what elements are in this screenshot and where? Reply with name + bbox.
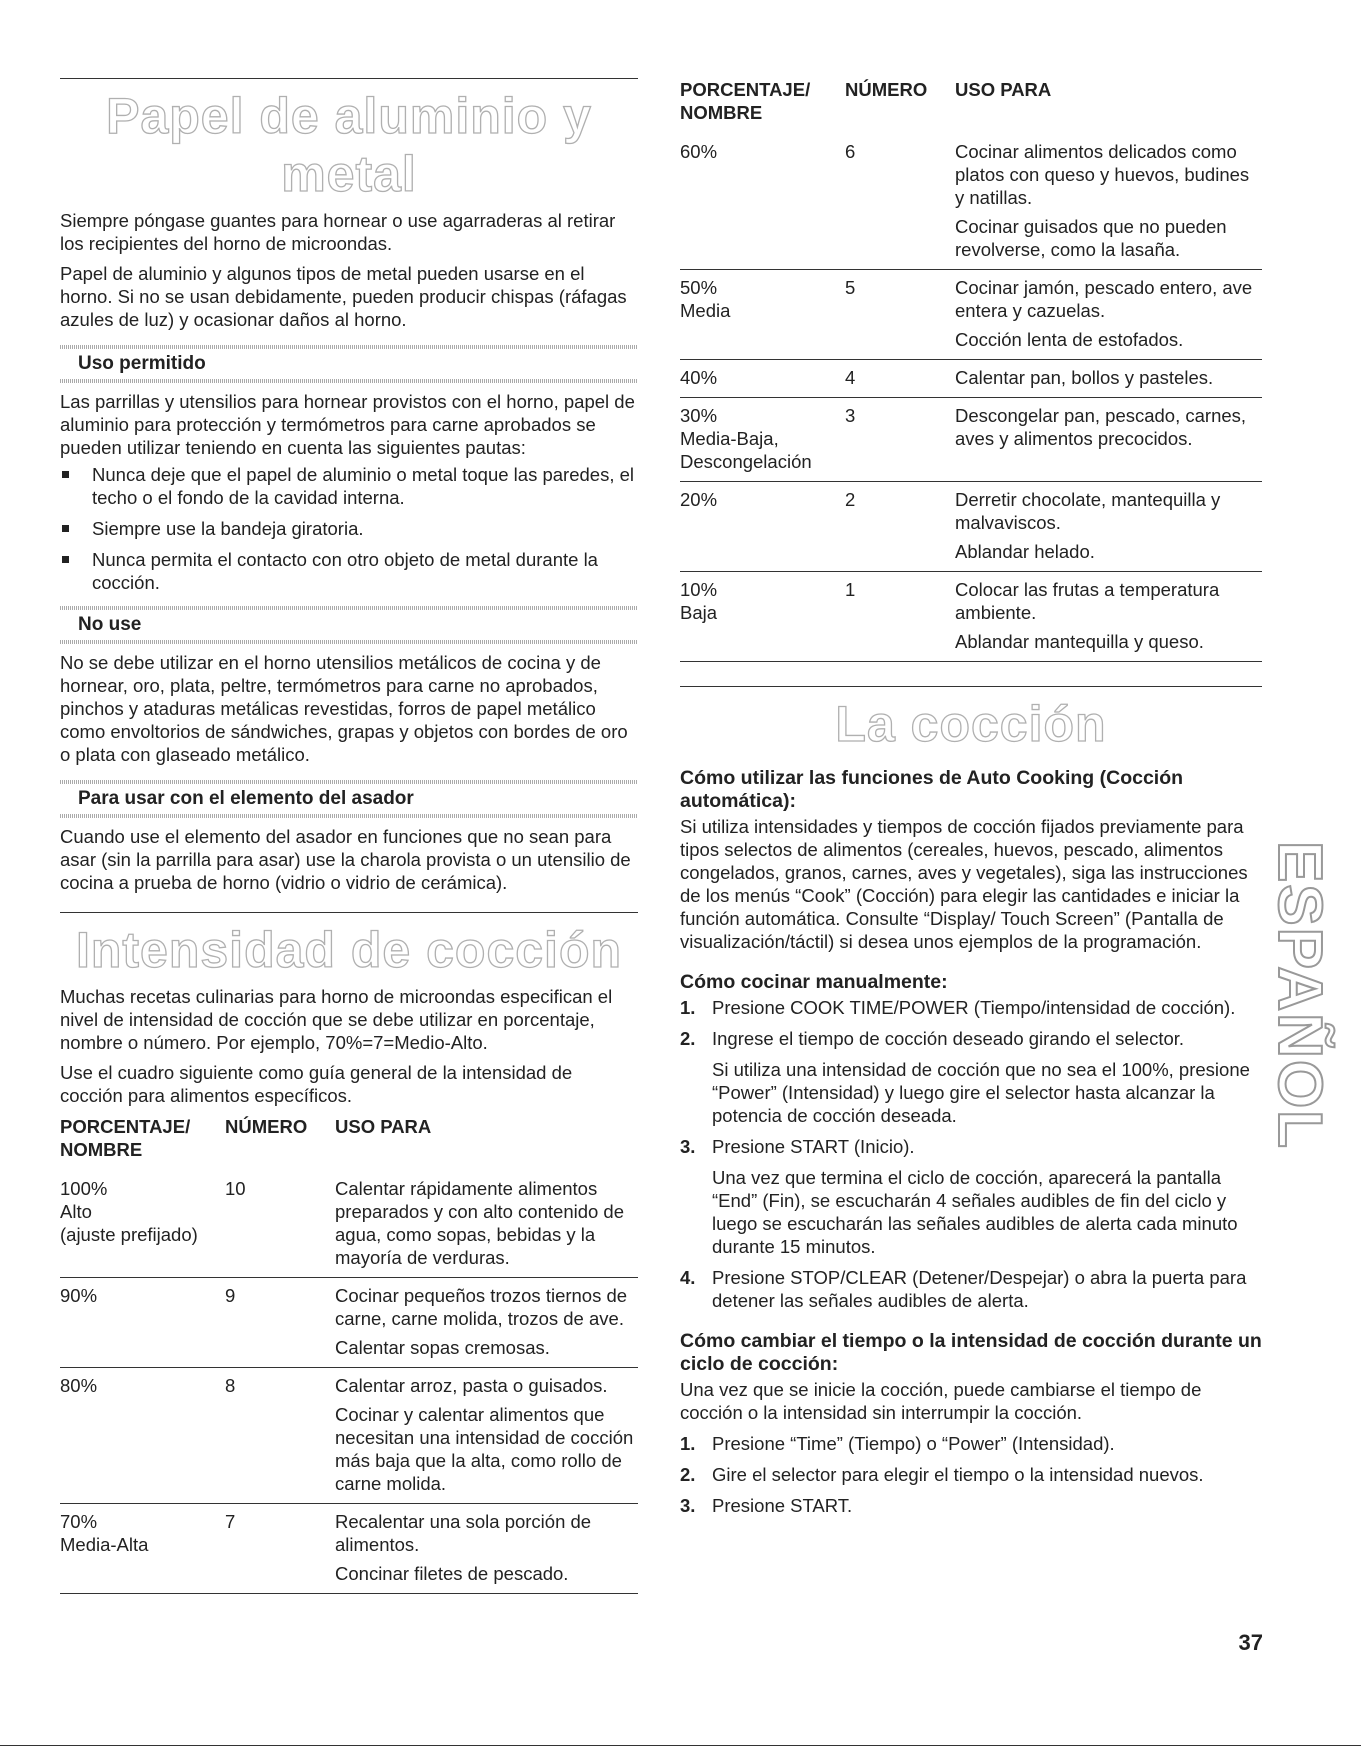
percent-value: 80%: [60, 1375, 98, 1396]
cell-number: 2: [845, 482, 955, 572]
use-text: Descongelar pan, pescado, carnes, aves y alimentos precocidos.: [955, 405, 1247, 449]
subheading-no-use: No use: [78, 614, 142, 635]
use-text: Cocinar guisados que no pueden revolverse, como la lasaña.: [955, 216, 1227, 260]
list-item: Nunca deje que el papel de aluminio o metal toque las paredes, el techo o el fondo de la cavidad interna.: [60, 463, 638, 509]
step-item: 2. Gire el selector para elegir el tiempo o la intensidad nuevos.: [680, 1464, 1204, 1485]
step-item: 3. Presione START (Inicio). Una vez que termina el ciclo de cocción, aparecerá la pantalla “End” (Fin), se escucharán 4 señales audibles de fin del ciclo y luego se escucharán las señales audibles de alerta cada minuto durante 15 minutos.: [680, 1136, 1238, 1257]
section-title-power: Intensidad de cocción: [75, 922, 623, 978]
percent-value: 20%: [680, 489, 718, 510]
left-column: [60, 78, 638, 1594]
cell-percent-name: [680, 360, 845, 398]
right-column: [680, 78, 1262, 1525]
section-rule: [60, 78, 638, 79]
step-item: 2. Ingrese el tiempo de cocción deseado girando el selector. Si utiliza una intensidad de cocción que no sea el 100%, presione “Power” (Intensidad) y luego gire el selector hasta alcanzar la potencia de cocción deseada.: [680, 1028, 1250, 1126]
percent-value: 100%: [60, 1178, 108, 1199]
cell-percent-name: [680, 270, 845, 360]
table-row: [680, 398, 1262, 482]
cell-percent-name: [680, 572, 845, 662]
paragraph: Papel de aluminio y algunos tipos de metal pueden usarse en el horno. Si no se usan debidamente, pueden producir chispas (ráfagas azules de luz) y ocasionar daños al horno.: [60, 263, 627, 330]
section-rule: [680, 686, 1262, 687]
power-name: Media: [680, 300, 731, 321]
change-steps: [680, 1432, 1262, 1517]
cell-percent-name: [680, 398, 845, 482]
cell-use: [335, 1278, 638, 1368]
paragraph: Siempre póngase guantes para hornear o use agarraderas al retirar los recipientes del horno de microondas.: [60, 210, 616, 254]
cell-percent-name: [60, 1278, 225, 1368]
language-label: ESPAÑOL: [1265, 840, 1335, 1150]
subheading-broiler: Para usar con el elemento del asador: [78, 788, 414, 809]
cell-use: [955, 398, 1262, 482]
list-item: Siempre use la bandeja giratoria.: [60, 517, 638, 540]
table-row: [60, 1504, 638, 1594]
cell-number: 4: [845, 360, 955, 398]
dotted-rule: [60, 640, 638, 644]
cell-use: [335, 1368, 638, 1504]
percent-value: 10%: [680, 579, 718, 600]
cell-number: 8: [225, 1368, 335, 1504]
use-text: Calentar arroz, pasta o guisados.: [335, 1375, 608, 1396]
power-table-right: [680, 78, 1262, 662]
step-item: 1. Presione “Time” (Tiempo) o “Power” (Intensidad).: [680, 1433, 1115, 1454]
paragraph: Una vez que se inicie la cocción, puede cambiarse el tiempo de cocción o la intensidad sin interrumpir la cocción.: [680, 1379, 1202, 1423]
table-row: [60, 1278, 638, 1368]
cell-percent-name: [60, 1504, 225, 1594]
percent-value: 50%: [680, 277, 718, 298]
language-side-tab: [1262, 830, 1338, 1160]
cell-number: 9: [225, 1278, 335, 1368]
use-text: Cocinar y calentar alimentos que necesitan una intensidad de cocción más baja que la alta, como rollo de carne molida.: [335, 1404, 634, 1494]
table-row: [680, 360, 1262, 398]
percent-value: 40%: [680, 367, 718, 388]
section-title-foil: Papel de aluminio y metal: [106, 88, 592, 202]
dotted-rule: [60, 814, 638, 818]
col-header-percent: PORCENTAJE/ NOMBRE: [60, 1116, 191, 1160]
use-text: Colocar las frutas a temperatura ambiente.: [955, 579, 1220, 623]
paragraph: Las parrillas y utensilios para hornear provistos con el horno, papel de aluminio para protección y termómetros para carne aprobados se pueden utilizar teniendo en cuenta las siguientes pautas:: [60, 391, 635, 458]
cell-number: 1: [845, 572, 955, 662]
col-header-number: NÚMERO: [225, 1116, 308, 1137]
section-title-cooking: La cocción: [835, 696, 1107, 752]
percent-value: 90%: [60, 1285, 98, 1306]
use-text: Calentar pan, bollos y pasteles.: [955, 367, 1214, 388]
percent-value: 30%: [680, 405, 718, 426]
cell-number: 3: [845, 398, 955, 482]
use-text: Derretir chocolate, mantequilla y malvaviscos.: [955, 489, 1221, 533]
use-text: Cocinar jamón, pescado entero, ave entera y cazuelas.: [955, 277, 1253, 321]
percent-value: 60%: [680, 141, 718, 162]
paragraph: Si utiliza intensidades y tiempos de cocción fijados previamente para tipos selectos de alimentos (cereales, huevos, pescado, alimentos congelados, granos, carnes, aves y vegetales), siga las instrucciones de los menús “Cook” (Cocción) para elegir las cantidades e iniciar la función automática. Consulte “Display/ Touch Screen” (Pantalla de visualización/táctil) si desea unos ejemplos de la programación.: [680, 816, 1248, 952]
table-row: [680, 270, 1262, 360]
power-name: Media-Baja, Descongelación: [680, 428, 812, 472]
paragraph: Cuando use el elemento del asador en funciones que no sean para asar (sin la parrilla para asar) use la charola provista o un utensilio de cocina a prueba de horno (vidrio o vidrio de cerámica).: [60, 826, 631, 893]
cell-percent-name: [60, 1169, 225, 1278]
cell-use: [955, 572, 1262, 662]
use-text: Ablandar mantequilla y queso.: [955, 631, 1204, 652]
manual-steps: [680, 996, 1262, 1312]
subheading-allowed: Uso permitido: [78, 353, 206, 374]
power-table-left: [60, 1115, 638, 1594]
cell-number: 10: [225, 1169, 335, 1278]
col-header-number: NÚMERO: [845, 79, 928, 100]
cell-use: [335, 1169, 638, 1278]
use-text: Recalentar una sola porción de alimentos.: [335, 1511, 592, 1555]
use-text: Cocinar pequeños trozos tiernos de carne, carne molida, trozos de ave.: [335, 1285, 628, 1329]
use-text: Cocción lenta de estofados.: [955, 329, 1184, 350]
table-row: [60, 1368, 638, 1504]
cell-use: [335, 1504, 638, 1594]
use-text: Calentar sopas cremosas.: [335, 1337, 550, 1358]
power-name: Baja: [680, 602, 718, 623]
cell-percent-name: [60, 1368, 225, 1504]
cell-number: 7: [225, 1504, 335, 1594]
section-rule: [60, 912, 638, 913]
cell-number: 5: [845, 270, 955, 360]
cell-use: [955, 360, 1262, 398]
bottom-rule: [0, 1745, 1361, 1746]
subheading-auto-cooking: Cómo utilizar las funciones de Auto Cooking (Cocción automática):: [680, 767, 1184, 812]
table-row: [680, 482, 1262, 572]
list-item: Nunca permita el contacto con otro objeto de metal durante la cocción.: [60, 548, 638, 594]
paragraph: Use el cuadro siguiente como guía general de la intensidad de cocción para alimentos específicos.: [60, 1062, 573, 1106]
bullet-list: [60, 463, 638, 594]
cell-use: [955, 482, 1262, 572]
use-text: Concinar filetes de pescado.: [335, 1563, 569, 1584]
use-text: Ablandar helado.: [955, 541, 1095, 562]
col-header-use: USO PARA: [335, 1116, 432, 1137]
cell-percent-name: [680, 132, 845, 270]
cell-use: [955, 132, 1262, 270]
cell-use: [955, 270, 1262, 360]
use-text: Calentar rápidamente alimentos preparados y con alto contenido de agua, como sopas, bebidas y la mayoría de verduras.: [335, 1178, 625, 1268]
table-row: [680, 572, 1262, 662]
subheading-change: Cómo cambiar el tiempo o la intensidad de cocción durante un ciclo de cocción:: [680, 1330, 1262, 1375]
paragraph: Muchas recetas culinarias para horno de microondas especifican el nivel de intensidad de cocción que se debe utilizar en porcentaje, nombre o número. Por ejemplo, 70%=7=Medio-Alto.: [60, 986, 613, 1053]
step-item: 1. Presione COOK TIME/POWER (Tiempo/intensidad de cocción).: [680, 997, 1236, 1018]
cell-percent-name: [680, 482, 845, 572]
step-item: 4. Presione STOP/CLEAR (Detener/Despejar) o abra la puerta para detener las señales audibles de alerta.: [680, 1267, 1247, 1311]
use-text: Cocinar alimentos delicados como platos con queso y huevos, budines y natillas.: [955, 141, 1250, 208]
table-row: [680, 132, 1262, 270]
power-name: Alto (ajuste prefijado): [60, 1201, 198, 1245]
paragraph: No se debe utilizar en el horno utensilios metálicos de cocina y de hornear, oro, plata, peltre, termómetros para carne no aprobados, pinchos y ataduras metálicas revestidas, forros de papel metálico como envoltorios de sándwiches, grapas y objetos con bordes de oro o plata con glaseado metálico.: [60, 652, 628, 765]
step-item: 3. Presione START.: [680, 1495, 853, 1516]
col-header-percent: PORCENTAJE/ NOMBRE: [680, 79, 811, 123]
dotted-rule: [60, 379, 638, 383]
table-row: [60, 1169, 638, 1278]
col-header-use: USO PARA: [955, 79, 1052, 100]
percent-value: 70%: [60, 1511, 98, 1532]
power-name: Media-Alta: [60, 1534, 149, 1555]
cell-number: 6: [845, 132, 955, 270]
page-number: 37: [1238, 1630, 1263, 1655]
subheading-manual: Cómo cocinar manualmente:: [680, 971, 948, 993]
